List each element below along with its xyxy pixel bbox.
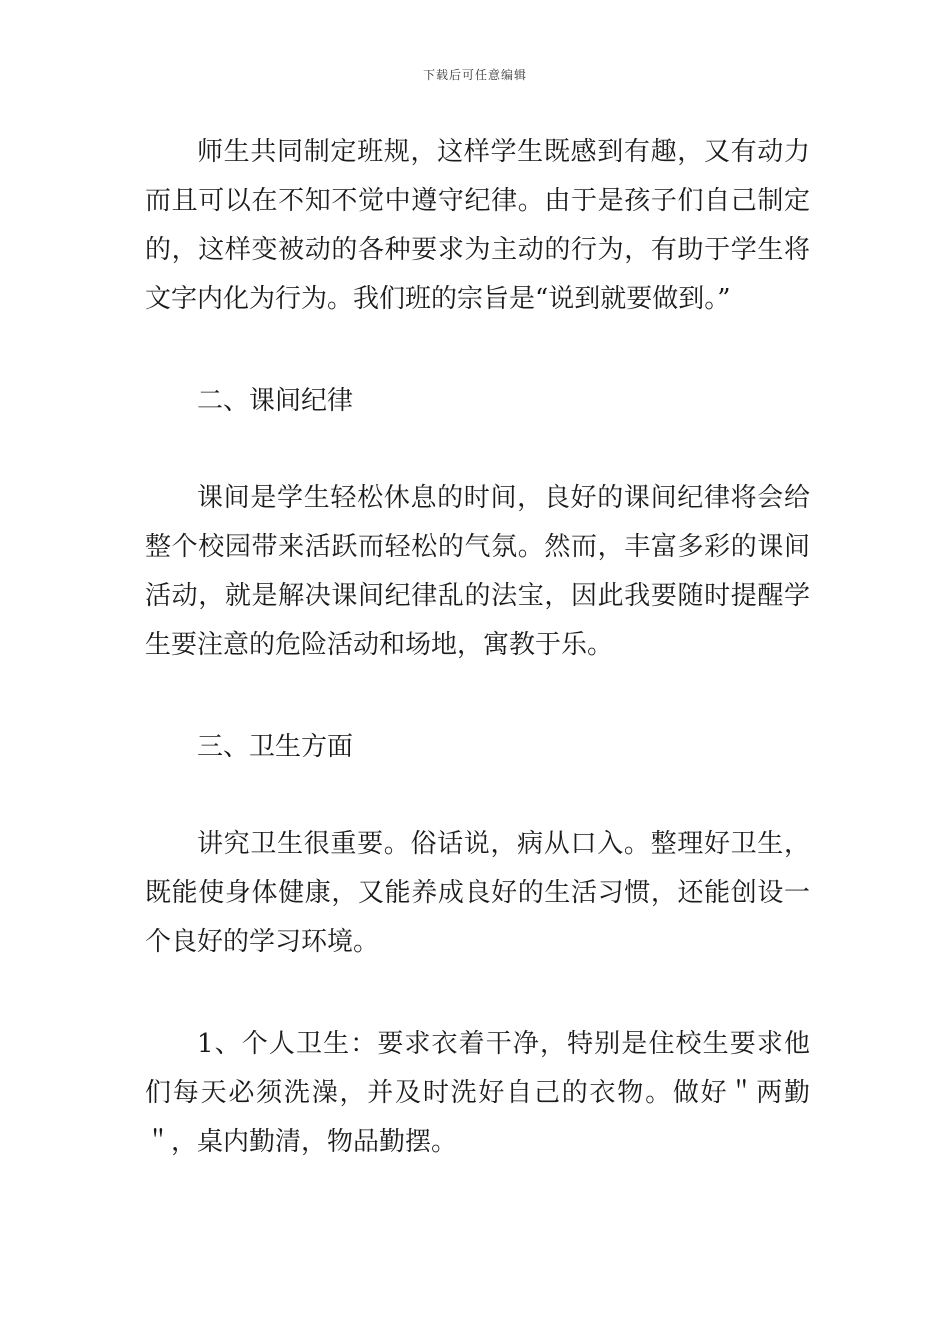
paragraph-personal-hygiene: 1、个人卫生：要求衣着干净，特别是住校生要求他们每天必须洗澡，并及时洗好自己的衣物。做好＂两勤＂，桌内勤清，物品勤摆。 [145,1029,810,1157]
spacer [145,967,810,1020]
heading-hygiene: 三、卫生方面 [197,732,354,762]
spacer [145,426,810,474]
paragraph-class-rules: 师生共同制定班规，这样学生既感到有趣，又有动力而且可以在不知不觉中遵守纪律。由于是孩子们自己制定的，这样变被动的各种要求为主动的行为，有助于学生将文字内化为行为。我们班的宗旨是“说到就要做到。” [145,137,810,314]
paragraph-hygiene: 讲究卫生很重要。俗话说，病从口入。整理好卫生，既能使身体健康，又能养成良好的生活习惯，还能创设一个良好的学习环境。 [145,829,810,957]
heading-break-discipline: 二、课间纪律 [197,386,354,416]
spacer [145,324,810,377]
header-note: 下载后可任意编辑 [422,68,527,82]
spacer [145,670,810,723]
document-body [145,128,810,1167]
spacer [145,772,810,820]
paragraph-break-discipline: 课间是学生轻松休息的时间，良好的课间纪律将会给整个校园带来活跃而轻松的气氛。然而，丰富多彩的课间活动，就是解决课间纪律乱的法宝，因此我要随时提醒学生要注意的危险活动和场地，寓教于乐。 [145,483,810,660]
